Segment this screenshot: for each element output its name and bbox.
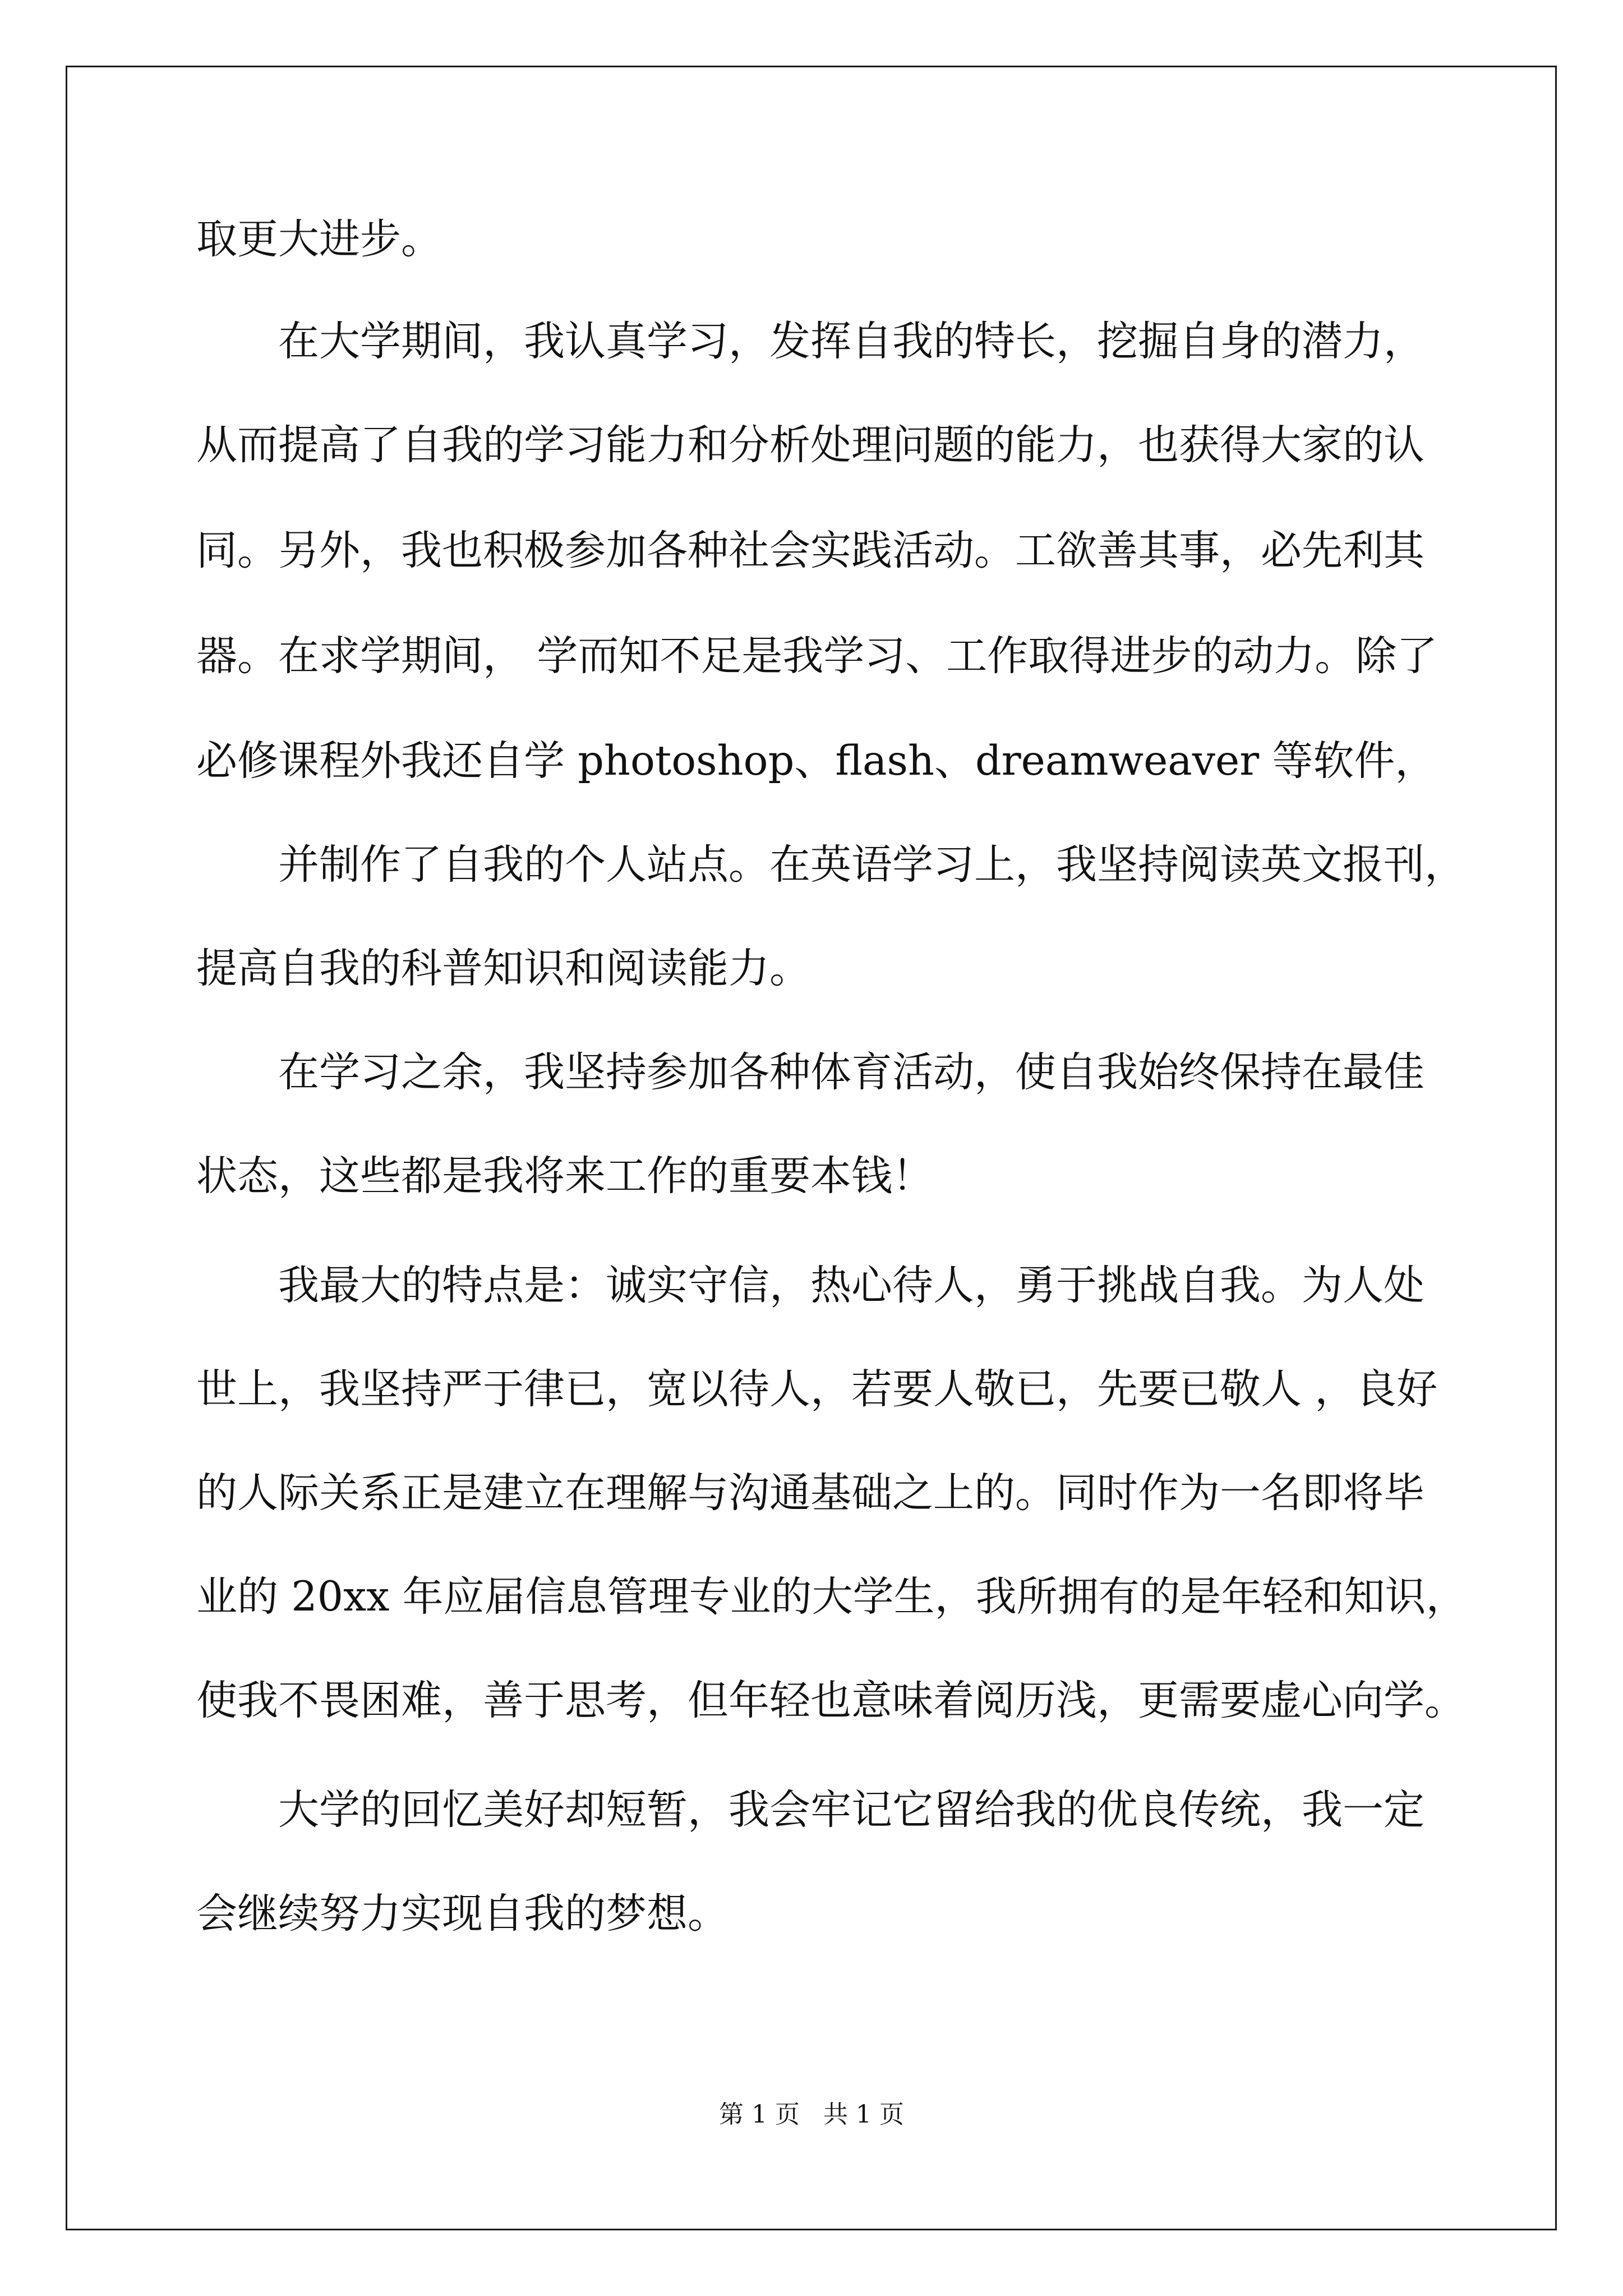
text-line: 并制作了自我的个人站点。在英语学习上，我坚持阅读英文报刊， [278, 841, 1465, 889]
text-line: 在大学期间，我认真学习，发挥自我的特长，挖掘自身的潜力， [278, 318, 1424, 365]
text-line: 同。另外，我也积极参加各种社会实践活动。工欲善其事，必先利其 [196, 527, 1424, 574]
text-line: 在学习之余，我坚持参加各种体育活动，使自我始终保持在最佳 [278, 1048, 1424, 1096]
text-line: 提高自我的科普知识和阅读能力。 [196, 945, 810, 992]
text-line: 取更大进步。 [196, 215, 442, 263]
text-line: 使我不畏困难，善于思考，但年轻也意味着阅历浅，更需要虚心向学。 [196, 1677, 1465, 1724]
text-line: 器。在求学期间， 学而知不足是我学习、工作取得进步的动力。除了 [196, 632, 1438, 680]
text-line: 从而提高了自我的学习能力和分析处理问题的能力，也获得大家的认 [196, 421, 1424, 469]
text-line: 我最大的特点是：诚实守信，热心待人，勇于挑战自我。为人处 [278, 1262, 1424, 1309]
page-footer: 第 1 页 共 1 页 [719, 2100, 904, 2129]
text-line: 业的 20xx 年应届信息管理专业的大学生，我所拥有的是年轻和知识， [196, 1573, 1467, 1621]
text-line: 大学的回忆美好却短暂，我会牢记它留给我的优良传统，我一定 [278, 1786, 1424, 1834]
text-line: 状态，这些都是我将来工作的重要本钱！ [196, 1152, 933, 1200]
text-line: 世上，我坚持严于律已，宽以待人，若要人敬已，先要已敬人 ，良好 [196, 1365, 1438, 1413]
text-line: 会继续努力实现自我的梦想。 [196, 1890, 728, 1938]
text-line: 必修课程外我还自学 photoshop、flash、dreamweaver 等软件， [196, 737, 1436, 785]
text-line: 的人际关系正是建立在理解与沟通基础之上的。同时作为一名即将毕 [196, 1469, 1424, 1517]
